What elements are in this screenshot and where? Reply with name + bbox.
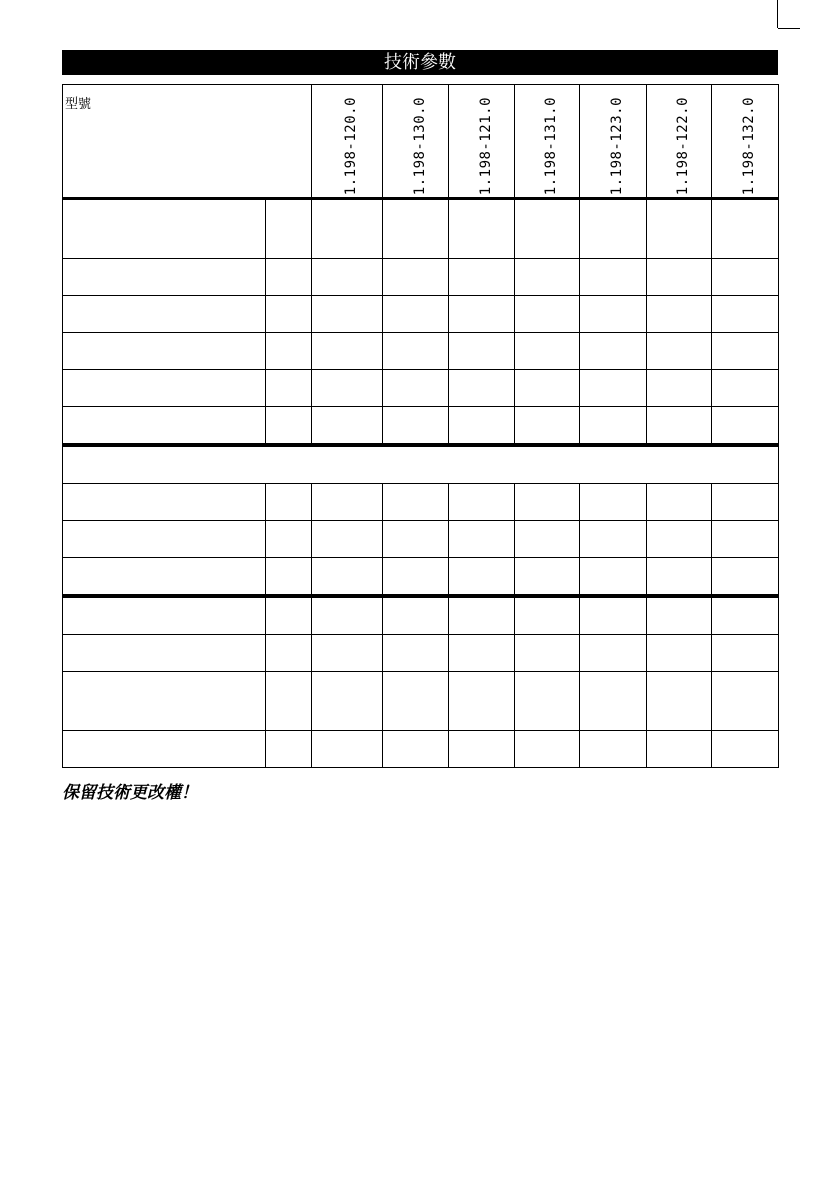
- model-number: 1.198-120.0: [343, 96, 360, 195]
- model-column-header: [580, 85, 647, 199]
- model-column-header: [647, 85, 712, 199]
- model-column-header: [712, 85, 779, 199]
- model-column-header: [383, 85, 449, 199]
- table-row: [63, 558, 779, 597]
- table-row: [63, 259, 779, 296]
- model-column-header: [312, 85, 383, 199]
- section-row: [63, 445, 779, 484]
- table-row: [63, 407, 779, 446]
- table-row: [63, 199, 779, 259]
- model-label: 型號: [63, 85, 312, 199]
- model-number: 1.198-131.0: [543, 96, 560, 195]
- table-row: [63, 672, 779, 731]
- header-row: [63, 85, 779, 199]
- table-row: [63, 596, 779, 635]
- model-number: 1.198-130.0: [411, 96, 428, 195]
- table-row: [63, 484, 779, 521]
- model-number: 1.198-123.0: [609, 96, 626, 195]
- spec-table: [62, 84, 779, 768]
- table-row: [63, 370, 779, 407]
- table-row: [63, 521, 779, 558]
- table-row: [63, 635, 779, 672]
- model-column-header: [515, 85, 580, 199]
- section-title: 技術參數: [62, 50, 778, 75]
- model-column-header: [449, 85, 515, 199]
- model-number: 1.198-122.0: [675, 96, 692, 195]
- model-number: 1.198-132.0: [741, 96, 758, 195]
- table-row: [63, 731, 779, 768]
- footnote: 保留技術更改權！: [62, 783, 198, 803]
- model-number: 1.198-121.0: [477, 96, 494, 195]
- table-row: [63, 296, 779, 333]
- table-row: [63, 333, 779, 370]
